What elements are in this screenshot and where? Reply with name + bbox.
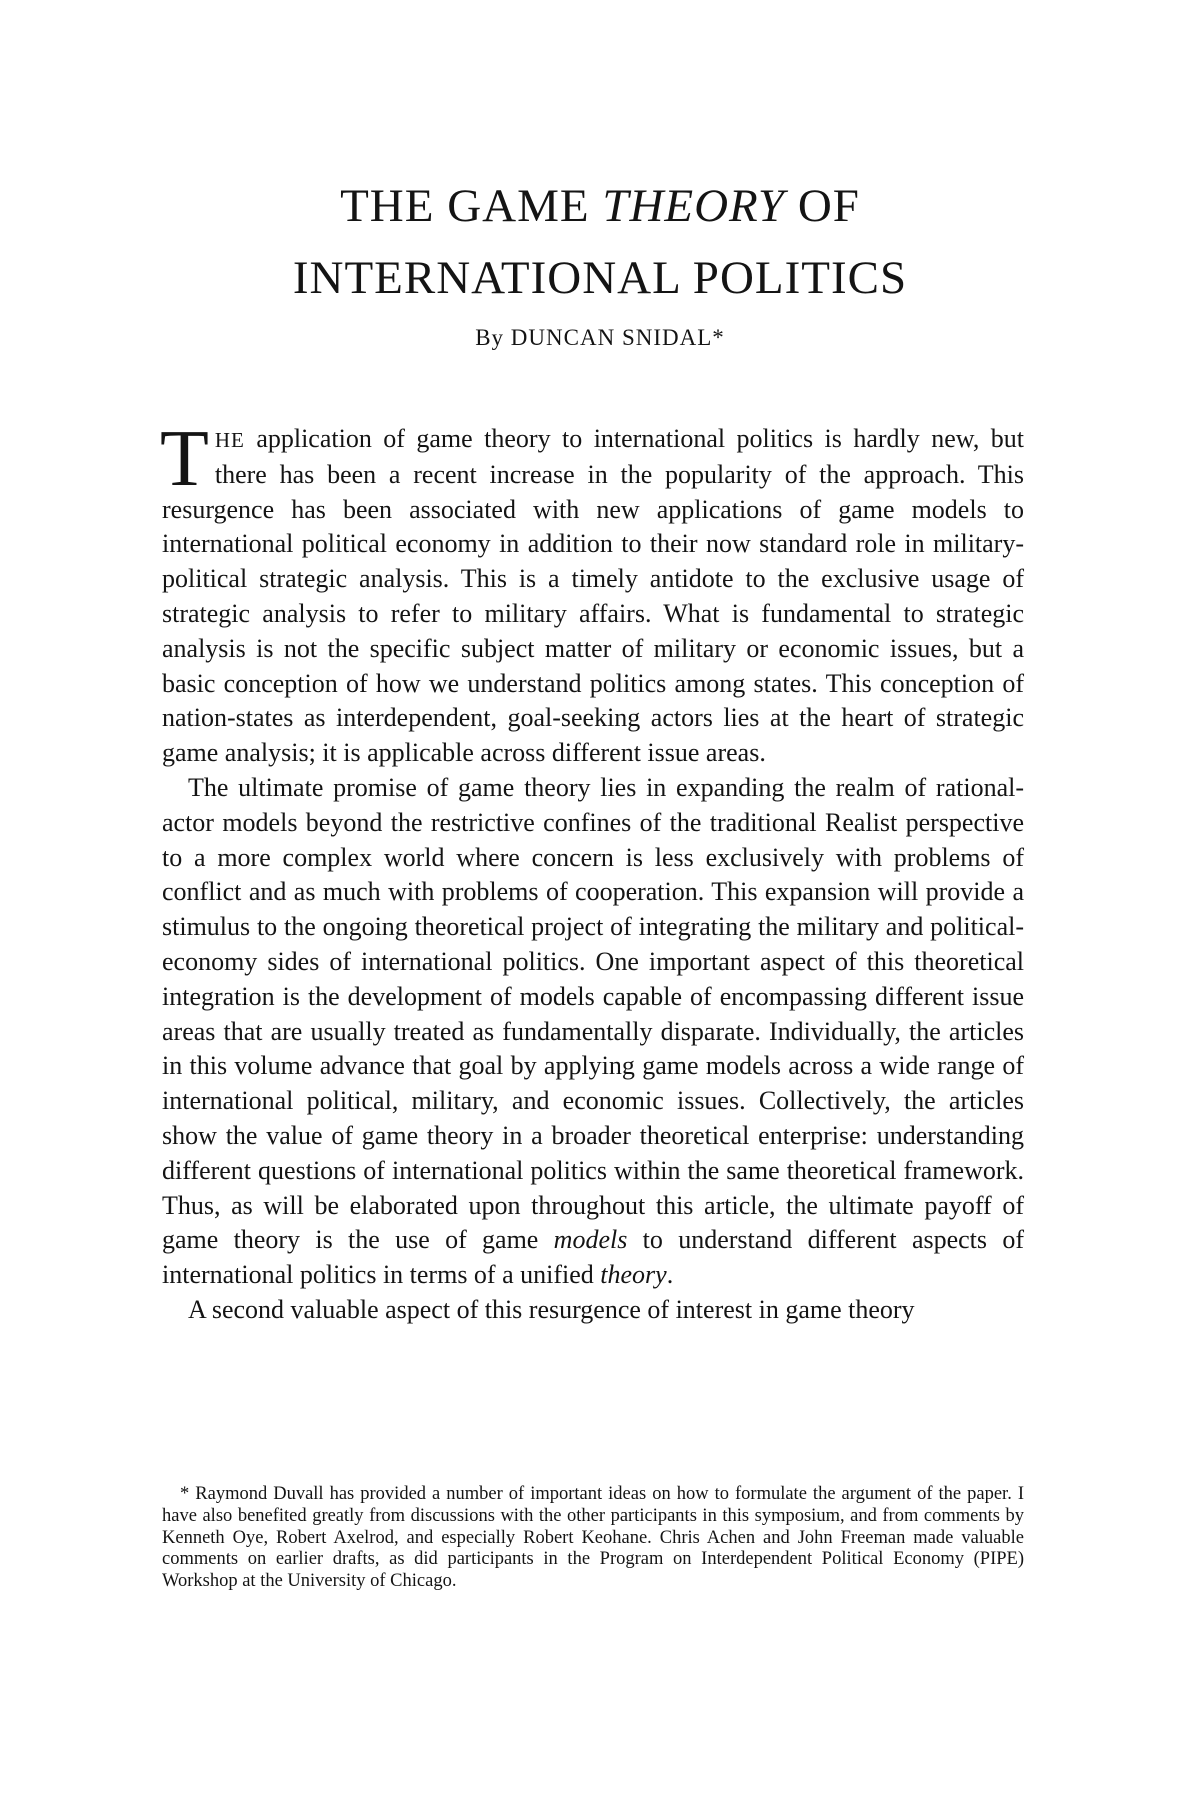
- paragraph-2-text: The ultimate promise of game theory lies in expanding the realm of rational-actor models beyond the restrictive confines of the traditional Realist perspective to a more complex world where concern is less exclusively with problems of conflict and as much with problems of cooperation. This expansion will provide a stimulus to the ongoing theoretical project of integrating the military and political-economy sides of international politics. One important aspect of this theoretical integration is the development of models capable of encompassing different issue areas that are usually treated as fundamentally disparate. Individually, the articles in this volume advance that goal by applying game models across a wide range of international political, military, and economic issues. Collectively, the articles show the value of game theory in a broader theoretical enterprise: understanding different questions of international politics within the same theoretical framework. Thus, as will be elaborated upon throughout this article, the ultimate payoff of game theory is the use of game: [162, 772, 1024, 1255]
- paragraph-2-text-cont: to understand different aspects of international politics in terms of a unified: [162, 1225, 1024, 1290]
- title-text-part: OF: [785, 180, 860, 232]
- paragraph-1-text: application of game theory to international politics is hardly new, but there has been a recent increase in the popularity of the approach. This resurgence has been associated with new applications of game models to international political economy in addition to their now standard role in military-political strategic analysis. This is a timely antidote to the exclusive usage of strategic analysis to refer to military affairs. What is fundamental to strategic analysis is not the specific subject matter of military or economic issues, but a basic conception of how we understand politics among states. This conception of nation-states as interdependent, goal-seeking actors lies at the heart of strategic game analysis; it is applicable across different issue areas.: [162, 424, 1024, 768]
- paragraph-3: A second valuable aspect of this resurgence of interest in game theory: [188, 1294, 915, 1324]
- emphasis-theory: theory: [600, 1260, 667, 1290]
- drop-cap: T: [160, 415, 209, 503]
- emphasis-models: models: [553, 1225, 628, 1255]
- title-italic-word: THEORY: [602, 180, 786, 232]
- article-title: [160, 170, 1040, 314]
- title-line-2: INTERNATIONAL POLITICS: [292, 252, 908, 304]
- paragraph-1: [160, 415, 1024, 771]
- title-text-part: THE GAME: [340, 180, 603, 232]
- author-byline: By DUNCAN SNIDAL*: [475, 325, 725, 350]
- title-line-1: [160, 170, 1040, 242]
- footnote: * Raymond Duvall has provided a number of important ideas on how to formulate the argument of the paper. I have also benefited greatly from discussions with the other participants in this symposium, and from comments by Kenneth Oye, Robert Axelrod, and especially Robert Keohane. Chris Achen and John Freeman made valuable comments on earlier drafts, as did participants in the Program on Interdependent Political Economy (PIPE) Workshop at the University of Chicago.: [162, 1484, 1024, 1592]
- small-caps-lead: HE: [214, 428, 245, 452]
- paragraph-2: [162, 771, 1024, 1293]
- article-body: [160, 415, 1024, 1328]
- paragraph-2-end: .: [666, 1260, 674, 1290]
